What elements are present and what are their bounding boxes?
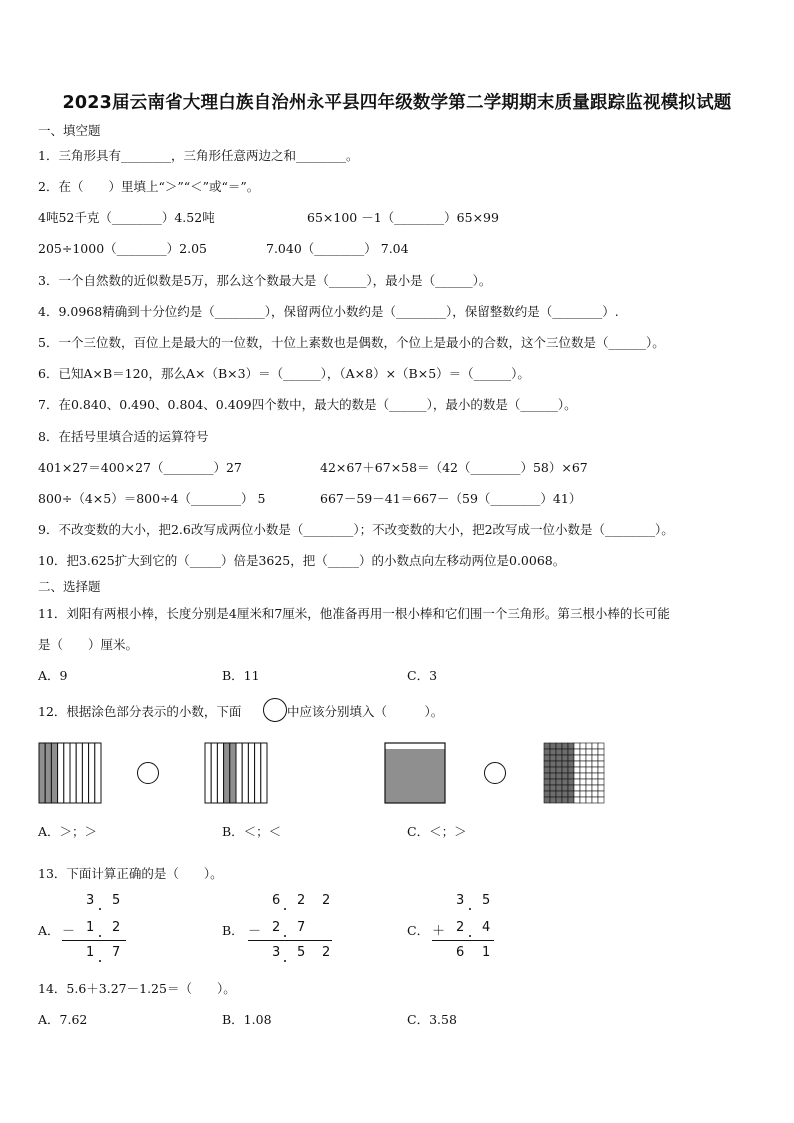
grid-cell	[550, 743, 556, 749]
grid-cell	[580, 749, 586, 755]
vertical-arithmetic-b	[246, 893, 336, 965]
strip-cell	[248, 743, 254, 803]
grid-cell	[598, 749, 604, 755]
grid-cell	[544, 785, 550, 791]
grid-cell	[544, 773, 550, 779]
digit: 1	[86, 920, 95, 935]
vertical-arithmetic-c	[430, 893, 500, 965]
grid-cell	[574, 749, 580, 755]
strip-cell	[82, 743, 88, 803]
grid-cell	[556, 755, 562, 761]
grid-cell	[586, 743, 592, 749]
grid-cell	[568, 791, 574, 797]
question-13-label-a: A．	[38, 923, 60, 938]
digit: 2	[297, 893, 306, 908]
strip-cell	[217, 743, 223, 803]
strip-cell	[45, 743, 51, 803]
strip-cell	[76, 743, 82, 803]
question-11-line-1: 11．刘阳有两根小棒，长度分别是4厘米和7厘米，他准备再用一根小棒和它们围一个三角形。第三根小棒的长可能	[38, 606, 670, 621]
grid-cell	[568, 761, 574, 767]
strip-cell	[261, 743, 267, 803]
grid-cell	[568, 755, 574, 761]
grid-cell	[598, 797, 604, 803]
grid-cell	[562, 755, 568, 761]
operator: －	[62, 924, 76, 939]
grid-cell	[544, 761, 550, 767]
grid-cell	[562, 779, 568, 785]
grid-cell	[586, 755, 592, 761]
strip-cell	[211, 743, 217, 803]
grid-cell	[586, 767, 592, 773]
grid-cell	[586, 749, 592, 755]
grid-cell	[580, 755, 586, 761]
grid-cell	[556, 791, 562, 797]
grid-cell	[592, 767, 598, 773]
grid-cell	[568, 749, 574, 755]
grid-cell	[562, 743, 568, 749]
grid-cell	[586, 791, 592, 797]
grid-cell	[550, 755, 556, 761]
grid-cell	[574, 785, 580, 791]
grid-cell	[562, 785, 568, 791]
strip-cell	[70, 743, 76, 803]
grid-cell	[556, 779, 562, 785]
grid-cell	[580, 773, 586, 779]
digit: 2	[322, 945, 331, 960]
question-9: 9．不改变数的大小，把2.6改写成两位小数是（________）；不改变数的大小，把2改写成一位小数是（________）。	[38, 522, 674, 537]
strip-cell	[205, 743, 211, 803]
grid-cell	[586, 797, 592, 803]
grid-cell	[574, 761, 580, 767]
grid-cell	[562, 791, 568, 797]
grid-cell	[544, 791, 550, 797]
question-3: 3．一个自然数的近似数是5万，那么这个数最大是（______），最小是（______）。	[38, 273, 492, 288]
grid-cell	[586, 761, 592, 767]
grid-cell	[580, 791, 586, 797]
grid-cell	[562, 797, 568, 803]
strip-cell	[58, 743, 64, 803]
strip-cell	[224, 743, 230, 803]
grid-cell	[544, 779, 550, 785]
comparison-circle-2-icon	[483, 761, 507, 785]
grid-cell	[568, 779, 574, 785]
digit: 5	[482, 893, 491, 908]
grid-cell	[556, 773, 562, 779]
digit: 1	[482, 945, 491, 960]
grid-cell	[574, 779, 580, 785]
operator: ＋	[432, 924, 446, 939]
grid-cell	[574, 767, 580, 773]
grid-cell	[568, 797, 574, 803]
strip-cell	[39, 743, 45, 803]
section-fill-in-blank: 一、填空题	[38, 123, 101, 138]
question-12-option-c: C．＜；＞	[407, 824, 467, 839]
question-11-line-2: 是（ ）厘米。	[38, 637, 139, 652]
grid-cell	[556, 797, 562, 803]
digit: 2	[322, 893, 331, 908]
grid-cell	[550, 767, 556, 773]
strip-cell	[95, 743, 101, 803]
grid-cell	[592, 755, 598, 761]
grid-cell	[580, 743, 586, 749]
figure-filled-square	[384, 742, 446, 804]
grid-cell	[586, 779, 592, 785]
grid-cell	[598, 785, 604, 791]
question-8-item-c: 800÷（4×5）＝800÷4（________） 5	[38, 491, 266, 506]
vertical-arithmetic-a	[60, 893, 130, 965]
grid-cell	[556, 749, 562, 755]
page-title: 2023届云南省大理白族自治州永平县四年级数学第二学期期末质量跟踪监视模拟试题	[62, 93, 732, 113]
section-multiple-choice: 二、选择题	[38, 579, 101, 594]
grid-cell	[550, 791, 556, 797]
grid-cell	[592, 797, 598, 803]
grid-cell	[568, 773, 574, 779]
question-2-item-b: 65×100 －1（________）65×99	[307, 210, 499, 225]
strip-cell	[89, 743, 95, 803]
question-7: 7．在0.840、0.490、0.804、0.409四个数中，最大的数是（______），最小的数是（______）。	[38, 397, 577, 412]
question-11-option-b: B．11	[222, 668, 260, 683]
digit: 5	[297, 945, 306, 960]
question-4: 4．9.0968精确到十分位约是（________），保留两位小数约是（________），保留整数约是（________）.	[38, 304, 619, 319]
question-8-item-b: 42×67＋67×58＝（42（________）58）×67	[320, 460, 588, 475]
digit: 3	[272, 945, 281, 960]
grid-cell	[598, 779, 604, 785]
grid-cell	[580, 767, 586, 773]
grid-cell	[556, 767, 562, 773]
grid-cell	[556, 743, 562, 749]
question-14: 14．5.6＋3.27－1.25＝（ ）。	[38, 981, 236, 996]
digit: 2	[112, 920, 121, 935]
grid-cell	[544, 767, 550, 773]
grid-cell	[550, 761, 556, 767]
grid-cell	[586, 785, 592, 791]
inline-blank-circle-icon	[262, 697, 288, 723]
grid-cell	[592, 785, 598, 791]
digit: 7	[297, 920, 306, 935]
question-14-option-a: A．7.62	[38, 1012, 88, 1027]
grid-cell	[562, 761, 568, 767]
grid-cell	[598, 743, 604, 749]
grid-cell	[568, 767, 574, 773]
question-12-text-start: 12．根据涂色部分表示的小数，下面	[38, 704, 242, 719]
question-5: 5．一个三位数，百位上是最大的一位数，十位上素数也是偶数，个位上是最小的合数，这个三位数是（______）。	[38, 335, 665, 350]
grid-cell	[550, 785, 556, 791]
grid-cell	[598, 773, 604, 779]
grid-cell	[592, 749, 598, 755]
figure-tenths-strip-1	[38, 742, 102, 804]
grid-cell	[580, 761, 586, 767]
question-14-option-c: C．3.58	[407, 1012, 457, 1027]
strip-cell	[236, 743, 242, 803]
grid-cell	[544, 797, 550, 803]
strip-cell	[255, 743, 261, 803]
grid-cell	[544, 743, 550, 749]
question-8: 8．在括号里填合适的运算符号	[38, 429, 209, 444]
digit: 5	[112, 893, 121, 908]
grid-cell	[580, 779, 586, 785]
operator: －	[248, 924, 262, 939]
grid-cell	[568, 785, 574, 791]
grid-cell	[598, 755, 604, 761]
digit: 6	[456, 945, 465, 960]
grid-cell	[550, 749, 556, 755]
grid-cell	[574, 743, 580, 749]
question-13-label-c: C．	[407, 923, 430, 938]
grid-cell	[592, 743, 598, 749]
question-2-item-c: 205÷1000（________）2.05	[38, 241, 207, 256]
square-shaded-area	[385, 749, 445, 803]
grid-cell	[556, 761, 562, 767]
strip-cell	[230, 743, 236, 803]
grid-cell	[544, 749, 550, 755]
grid-cell	[580, 797, 586, 803]
digit: 3	[86, 893, 95, 908]
grid-cell	[574, 791, 580, 797]
grid-cell	[550, 797, 556, 803]
figure-tenths-strip-2	[204, 742, 268, 804]
question-11-option-a: A．9	[38, 668, 68, 683]
strip-cell	[51, 743, 57, 803]
grid-cell	[574, 755, 580, 761]
question-13-label-b: B．	[222, 923, 244, 938]
question-12-option-a: A．＞；＞	[38, 824, 98, 839]
grid-cell	[550, 773, 556, 779]
grid-cell	[592, 761, 598, 767]
grid-cell	[550, 779, 556, 785]
question-11-option-c: C．3	[407, 668, 438, 683]
question-2: 2．在（ ）里填上“＞”“＜”或“＝”。	[38, 179, 260, 194]
grid-cell	[568, 743, 574, 749]
digit: 2	[272, 920, 281, 935]
grid-cell	[598, 791, 604, 797]
question-6: 6．已知A×B＝120，那么A×（B×3）＝（______），（A×8）×（B×5）＝（______）。	[38, 366, 530, 381]
comparison-circle-1-icon	[136, 761, 160, 785]
digit: 7	[112, 945, 121, 960]
grid-cell	[574, 797, 580, 803]
grid-cell	[598, 761, 604, 767]
grid-cell	[562, 767, 568, 773]
grid-cell	[592, 791, 598, 797]
digit: 6	[272, 893, 281, 908]
question-12-option-b: B．＜；＜	[222, 824, 282, 839]
grid-cell	[586, 773, 592, 779]
grid-cell	[574, 773, 580, 779]
question-13: 13．下面计算正确的是（ ）。	[38, 866, 223, 881]
grid-cell	[556, 785, 562, 791]
strip-cell	[64, 743, 70, 803]
grid-cell	[544, 755, 550, 761]
question-8-item-a: 401×27＝400×27（________）27	[38, 460, 242, 475]
question-2-item-a: 4吨52千克（________）4.52吨	[38, 210, 215, 225]
strip-cell	[242, 743, 248, 803]
grid-cell	[592, 773, 598, 779]
digit: 4	[482, 920, 491, 935]
grid-cell	[580, 785, 586, 791]
grid-cell	[562, 749, 568, 755]
question-8-item-d: 667－59－41＝667－（59（________）41）	[320, 491, 582, 506]
digit: 2	[456, 920, 465, 935]
question-10: 10．把3.625扩大到它的（_____）倍是3625，把（_____）的小数点向左移动两位是0.0068。	[38, 553, 566, 568]
digit: 3	[456, 893, 465, 908]
question-2-item-d: 7.040（________） 7.04	[266, 241, 409, 256]
digit: 1	[86, 945, 95, 960]
grid-cell	[592, 779, 598, 785]
figure-hundredths-grid	[543, 742, 605, 804]
question-12-text-end: 中应该分别填入（ ）。	[287, 704, 444, 719]
grid-cell	[598, 767, 604, 773]
question-14-option-b: B．1.08	[222, 1012, 272, 1027]
question-1: 1．三角形具有________，三角形任意两边之和________。	[38, 148, 359, 163]
grid-cell	[562, 773, 568, 779]
